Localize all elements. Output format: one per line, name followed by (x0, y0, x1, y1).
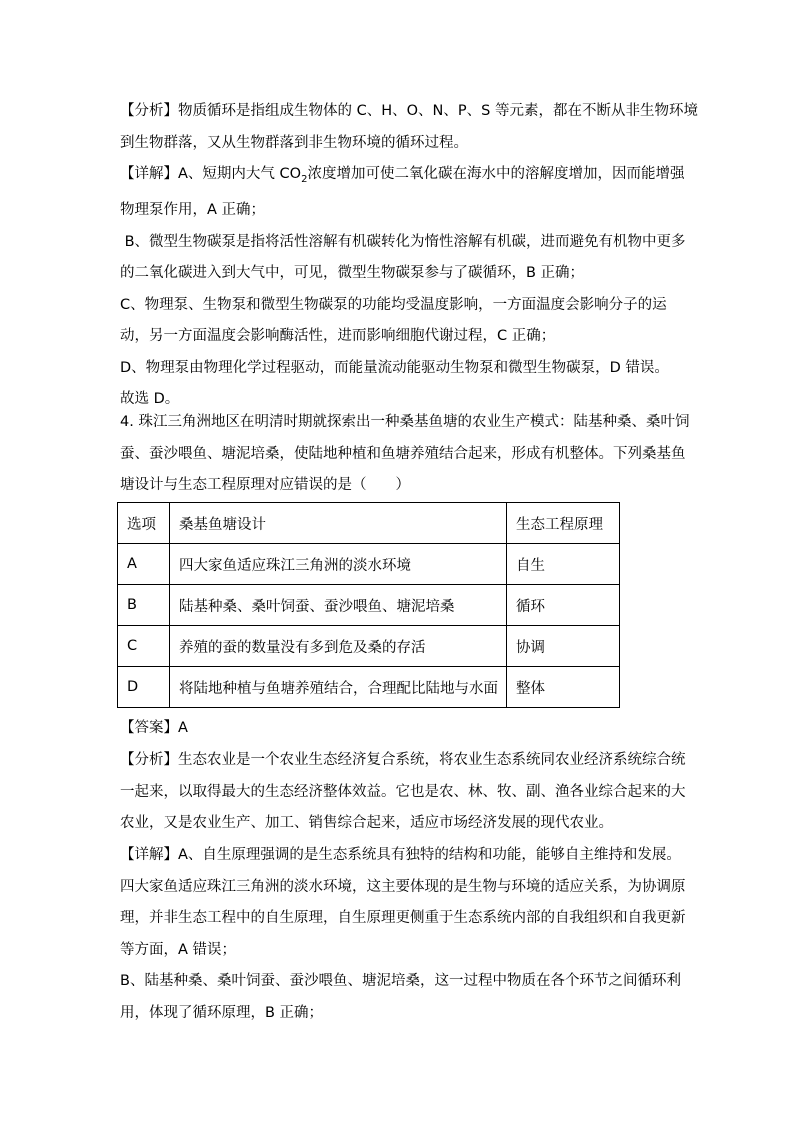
detail-text: A、自生原理强调的是生态系统具有独特的结构和功能，能够自主维持和发展。 (178, 847, 681, 863)
analysis-text: 一起来，以取得最大的生态经济整体效益。它也是农、林、牧、副、渔各业综合起来的大 (120, 783, 686, 800)
detail-text: 等方面，A 错误； (120, 941, 237, 958)
detail-tag: 【详解】 (120, 847, 178, 863)
table-cell: 陆基种桑、桑叶饲蚕、蚕沙喂鱼、塘泥培桑 (170, 585, 507, 626)
question-text: 4. 珠江三角洲地区在明清时期就探索出一种桑基鱼塘的农业生产模式：陆基种桑、桑叶饲 (120, 414, 690, 430)
detail-text: B、微型生物碳泵是指将活性溶解有机碳转化为惰性溶解有机碳，进而避免有机物中更多 (120, 233, 686, 250)
detail-text: 四大家鱼适应珠江三角洲的淡水环境，这主要体现的是生物与环境的适应关系，为协调原 (120, 878, 686, 895)
table-header-row (118, 503, 620, 544)
table-row (118, 626, 620, 667)
answer-paragraph (120, 713, 680, 745)
analysis-tag: 【分析】 (120, 752, 178, 768)
detail-tag: 【详解】 (120, 166, 178, 182)
table-cell: 将陆地种植与鱼塘养殖结合，合理配比陆地与水面 (170, 667, 507, 708)
analysis-text: 到生物群落，又从生物群落到非生物环境的循环过程。 (120, 134, 468, 151)
question-table (117, 502, 620, 708)
table-cell: B (118, 585, 170, 626)
detail-paragraph-2 (120, 840, 686, 1029)
question-text: 塘设计与生态工程原理对应错误的是（ ） (120, 477, 410, 493)
choice-text: 故选 D。 (120, 391, 180, 408)
table-header-cell: 选项 (118, 503, 170, 544)
analysis-paragraph-1 (120, 96, 698, 159)
detail-text: C、物理泵、生物泵和微型生物碳泵的功能均受温度影响，一方面温度会影响分子的运 (120, 296, 667, 313)
detail-text: 理，并非生态工程中的自生原理，自生原理更侧重于生态系统内部的自我组织和自我更新 (120, 910, 686, 926)
detail-text: D、物理泵由物理化学过程驱动，而能量流动能驱动生物泵和微型生物碳泵，D 错误。 (120, 359, 669, 376)
detail-text: A、短期内大气 CO (178, 166, 302, 182)
table-cell: 四大家鱼适应珠江三角洲的淡水环境 (170, 544, 507, 585)
table-row (118, 544, 620, 585)
subscript: 2 (301, 173, 308, 185)
table-cell: 自生 (507, 544, 620, 585)
detail-paragraph-1 (120, 159, 686, 416)
table-cell: 循环 (507, 585, 620, 626)
detail-text: 用，体现了循环原理，B 正确； (120, 1004, 324, 1021)
analysis-text: 物质循环是指组成生物体的 C、H、O、N、P、S 等元素，都在不断从非生物环境 (178, 103, 698, 119)
analysis-text: 生态农业是一个农业生态经济复合系统，将农业生态系统同农业经济系统综合统 (178, 752, 686, 768)
answer-tag: 【答案】 (120, 720, 178, 736)
table-cell: 养殖的蚕的数量没有多到危及桑的存活 (170, 626, 507, 667)
detail-text: B、陆基种桑、桑叶饲蚕、蚕沙喂鱼、塘泥培桑，这一过程中物质在各个环节之间循环利 (120, 973, 681, 989)
table-row (118, 585, 620, 626)
detail-text: 动，另一方面温度会影响酶活性，进而影响细胞代谢过程，C 正确； (120, 328, 556, 345)
table-cell: A (118, 544, 170, 585)
table-header-cell: 生态工程原理 (507, 503, 620, 544)
question-4 (120, 407, 690, 502)
table-cell: 协调 (507, 626, 620, 667)
table-cell: C (118, 626, 170, 667)
table-header-cell: 桑基鱼塘设计 (170, 503, 507, 544)
table-row (118, 667, 620, 708)
detail-text: 的二氧化碳进入到大气中，可见，微型生物碳泵参与了碳循环，B 正确； (120, 265, 585, 282)
answer-value: A (178, 720, 188, 736)
detail-text: 物理泵作用，A 正确； (120, 202, 266, 219)
detail-text: 浓度增加可使二氧化碳在海水中的溶解度增加，因而能增强 (307, 166, 685, 182)
analysis-text: 农业，又是农业生产、加工、销售综合起来，适应市场经济发展的现代农业。 (120, 815, 613, 831)
question-text: 蚕、蚕沙喂鱼、塘泥培桑，使陆地种植和鱼塘养殖结合起来，形成有机整体。下列桑基鱼 (120, 445, 686, 462)
analysis-paragraph-2 (120, 745, 686, 840)
analysis-tag: 【分析】 (120, 103, 178, 119)
table-cell: 整体 (507, 667, 620, 708)
table-cell: D (118, 667, 170, 708)
